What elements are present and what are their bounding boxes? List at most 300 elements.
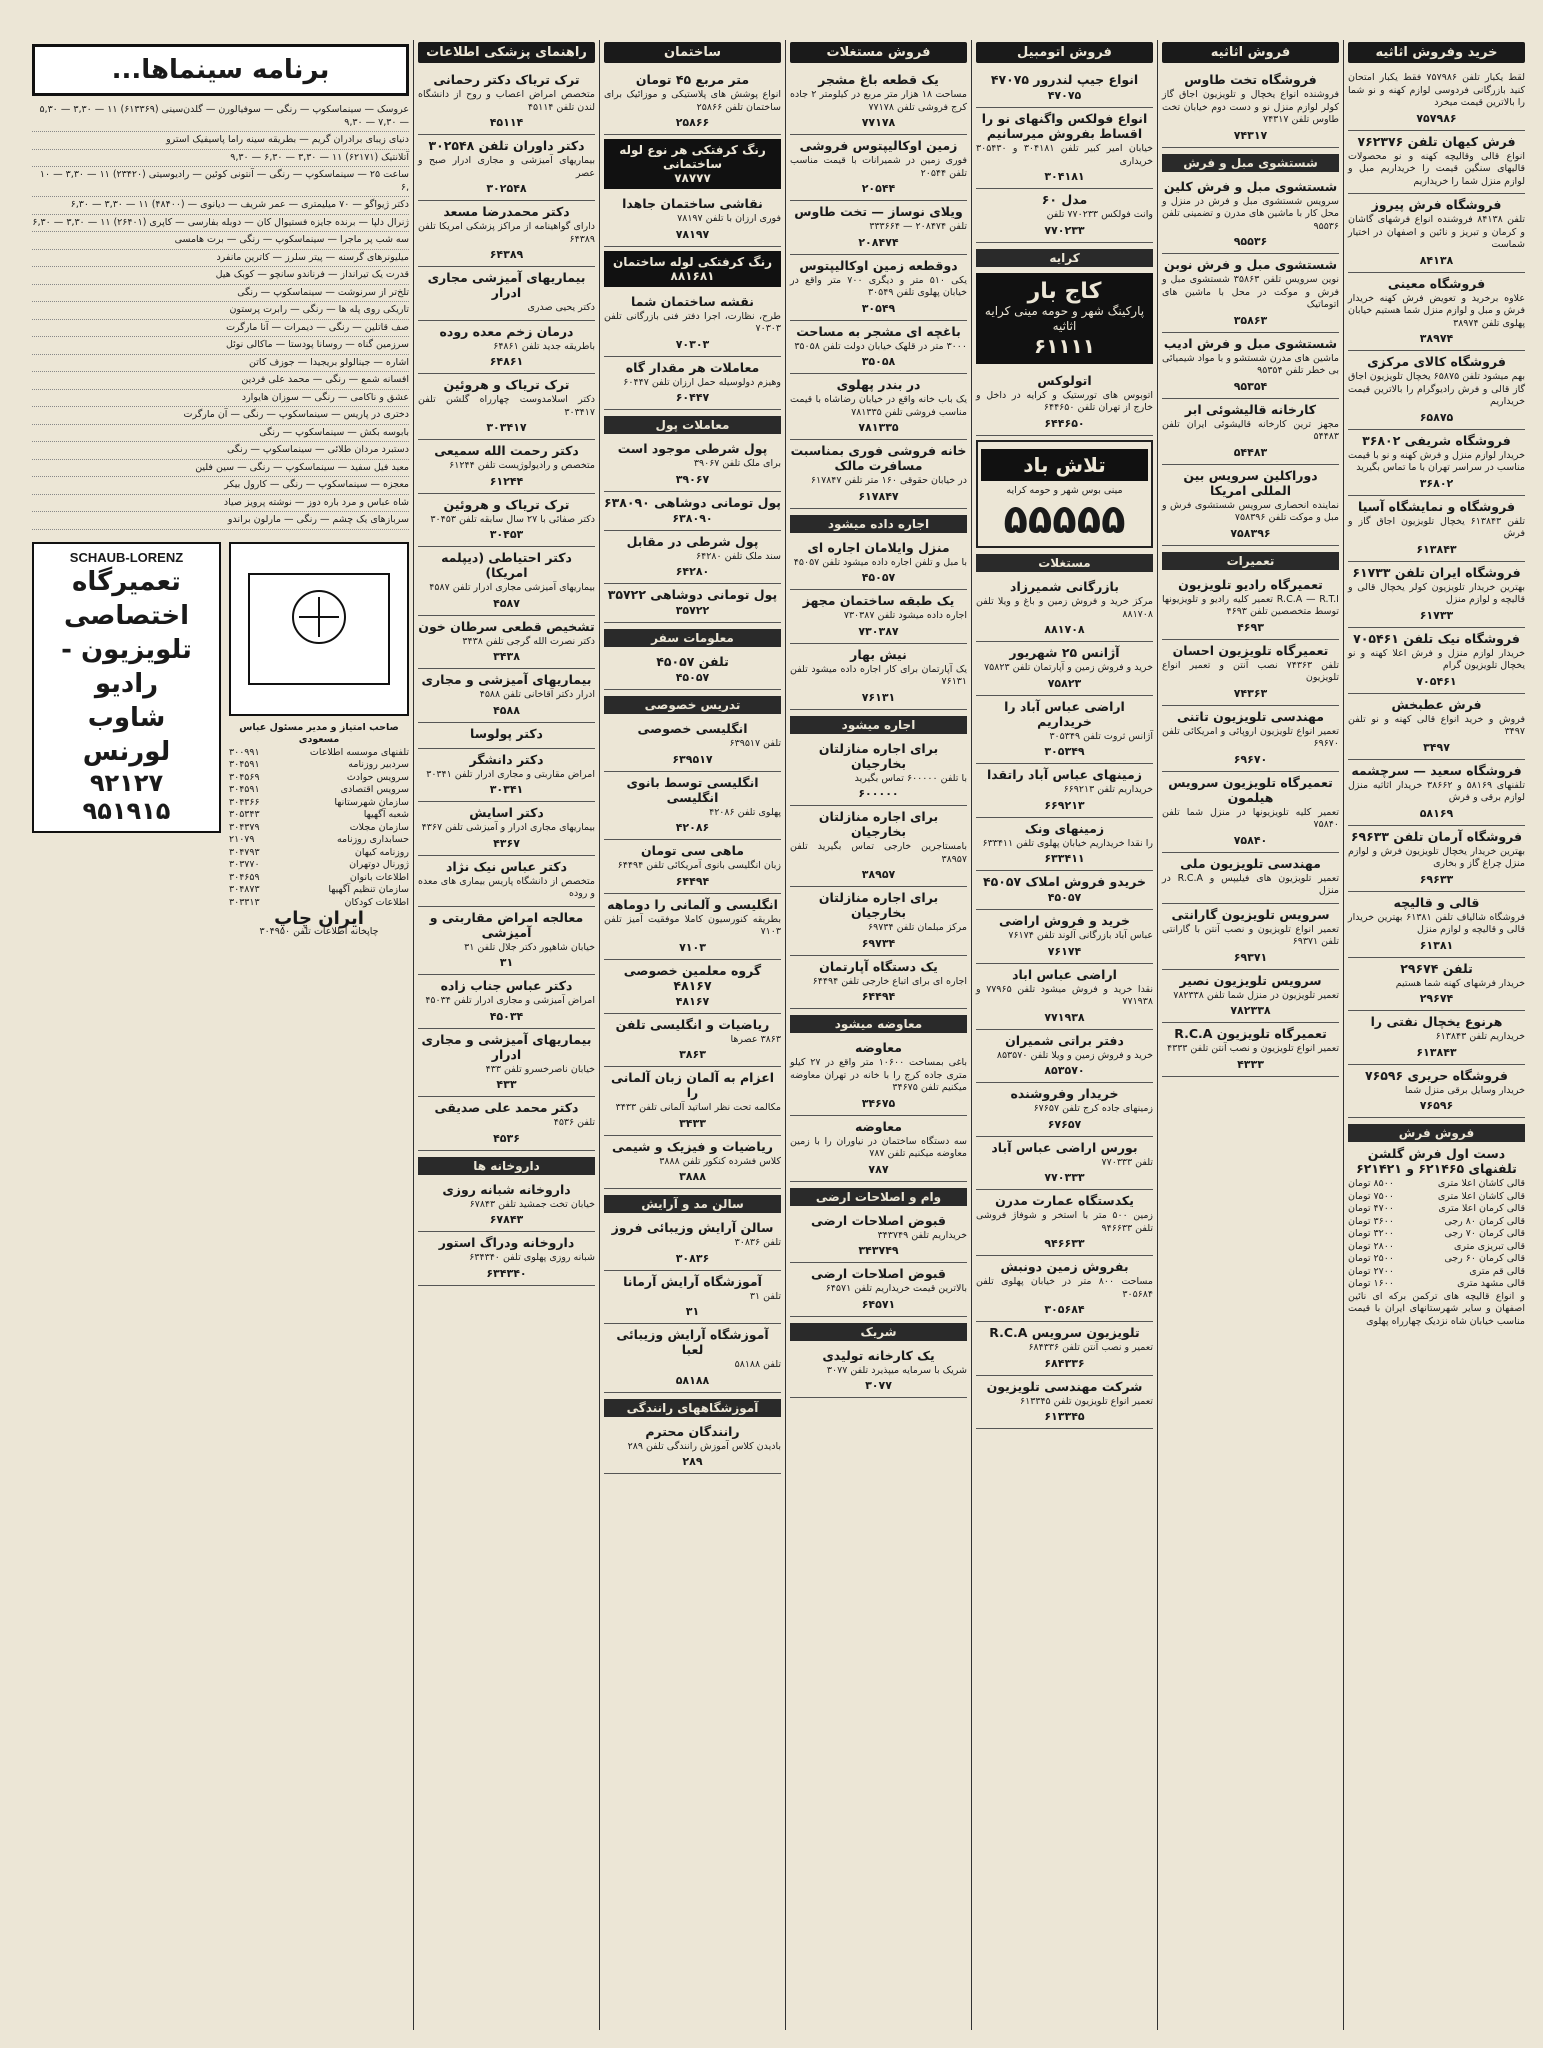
ad-body: تلفن ۶۱۳۸۴۳ یخچال تلویزیون اجاق گاز و فرش bbox=[1348, 515, 1525, 539]
ad-title: خرید و فروش اراضی bbox=[999, 913, 1130, 928]
price-item-name: قالی کرمان ۷۰ رجی bbox=[1444, 1228, 1525, 1239]
classified-ad bbox=[1348, 430, 1525, 496]
classified-ad bbox=[418, 321, 595, 375]
classified-ad bbox=[1348, 694, 1525, 760]
ad-list bbox=[790, 738, 967, 1010]
ad-body: سه دستگاه ساختمان در نیاوران را با زمین معاوضه میکنیم تلفن ۷۸۷ bbox=[790, 1135, 967, 1159]
classified-ad bbox=[418, 802, 595, 856]
ad-body: زمینهای جاده کرج تلفن ۶۷۶۵۷ bbox=[1033, 1103, 1153, 1114]
ad-title: دکتر دانشگر bbox=[469, 751, 544, 767]
price-row bbox=[1348, 1191, 1525, 1204]
cinema-listing: معجزه — سینماسکوپ — رنگی — کارول بیکر bbox=[32, 477, 409, 495]
price-row bbox=[1348, 1203, 1525, 1216]
ad-title: یک قطعه باغ مشجر bbox=[818, 72, 939, 87]
ad-title: تعمیرگاه تلویزیون سرویس هیلمون bbox=[1168, 774, 1333, 805]
ad-body: خیابان ناصرخسرو تلفن ۴۳۳ bbox=[485, 1063, 595, 1075]
ad-body: یک باب خانه واقع در خیابان رضاشاه با قیمت مناسب فروشی تلفن ۷۸۱۳۳۵ bbox=[790, 394, 967, 418]
cinema-listing: تاریکی روی پله ها — رنگی — رابرت پرستون bbox=[32, 302, 409, 320]
ad-body: ادرار دکتر آقاخانی تلفن ۴۵۸۸ bbox=[479, 689, 595, 700]
cinema-listing: دستبرد مردان طلائی — سینماسکوپ — رنگی bbox=[32, 442, 409, 460]
ad-title: معالجه امراض مقاربتی و آمیزشی bbox=[429, 909, 584, 940]
ad-body: خریدار فرشهای کهنه شما هستیم bbox=[1395, 977, 1525, 989]
ad-phone: ۶۵۸۷۵ bbox=[1419, 410, 1454, 424]
cinema-listing: شاه عباس و مرد باره دوز — نوشته پرویز صیاد bbox=[32, 495, 409, 513]
ad-phone: ۴۵۰۵۷ bbox=[1047, 891, 1082, 904]
ad-body: ۳۸۶۳ عصرها bbox=[730, 1033, 781, 1045]
ad-body: تلفن ۶۳۹۵۱۷ bbox=[729, 738, 781, 749]
ad-body: تلفنهای ۵۸۱۶۹ و ۳۸۶۶۲ خریدار اثاثیه منزل لوازم برقی و فرش bbox=[1348, 779, 1525, 803]
cinema-banner-title: برنامه سینماها... bbox=[111, 55, 330, 85]
ad-phone: ۷۶۵۹۶ bbox=[1419, 1099, 1454, 1112]
section-heading: شریک bbox=[790, 1323, 967, 1341]
ad-title: متر مربع ۴۵ تومان bbox=[635, 72, 750, 87]
ad-phone: ۶۶۹۲۱۳ bbox=[1044, 798, 1085, 812]
ad-body: زبان انگلیسی بانوی آمریکائی تلفن ۶۴۴۹۴ bbox=[617, 860, 781, 871]
ad-title: سالن آرایش وزیبائی فروز bbox=[611, 1220, 774, 1235]
staff-list bbox=[229, 722, 409, 939]
ad-title: فرش کیهان تلفن ۷۶۲۳۷۶ bbox=[1357, 133, 1516, 149]
ad-list bbox=[1348, 69, 1525, 1118]
column-heading: فروش اثاثیه bbox=[1162, 42, 1339, 63]
ad-phone: ۴۳۶۷ bbox=[493, 836, 520, 850]
ad-title: داروخانه شبانه روزی bbox=[442, 1181, 571, 1197]
ad-title: معاوضه bbox=[855, 1118, 902, 1134]
ad-phone: ۶۱۳۸۱ bbox=[1419, 938, 1454, 952]
ad-title: تلفن ۴۵۰۵۷ bbox=[656, 654, 729, 669]
classified-ad bbox=[1162, 1023, 1339, 1077]
ad-body: آژانس ثروت تلفن ۳۰۵۳۴۹ bbox=[1049, 730, 1153, 742]
ad-phone: ۳۰۷۷ bbox=[865, 1379, 892, 1392]
ad-title: تلویزیون سرویس R.C.A bbox=[989, 1325, 1140, 1340]
staff-row bbox=[229, 747, 409, 760]
ettelaat-logo bbox=[229, 542, 409, 716]
ad-phone: ۶۳۸۰۹۰ bbox=[672, 511, 713, 525]
ad-title: بازرگانی شمیرزاد bbox=[1010, 579, 1119, 594]
cinema-listing: سرزمین گناه — روسانا پودستا — ماکالی نوئل bbox=[32, 337, 409, 355]
column-car-sale bbox=[971, 40, 1157, 2030]
ad-phone: ۷۰۳۰۳ bbox=[675, 337, 710, 351]
kaj-bar-text: پارکینگ شهر و حومه مینی کرایه اثاثیه bbox=[984, 303, 1145, 333]
cinema-listing: دکتر ژیواگو — ۷۰ میلیمتری — عمر شریف — دیانوی — (۴۸۴۰۰) ۱۱ — ۳۰‚۳ — ۳۰‚۶ bbox=[32, 197, 409, 215]
ad-phone: ۳۰۵۴۹ bbox=[861, 301, 896, 315]
ad-body: خیابان امیر کبیر تلفن ۳۰۴۱۸۱ و ۳۰۵۴۳۰ خریداری bbox=[976, 143, 1153, 167]
column-real-estate bbox=[785, 40, 971, 2030]
ad-body: لقط یکبار تلفن ۷۵۷۹۸۶ فقط یکبار امتحان کنید بازرگانی فردوسی لوازم کهنه و نو شما را بالاترین قیمت میخرد bbox=[1348, 72, 1526, 108]
ad-list bbox=[790, 1345, 967, 1399]
ad-phone: ۶۹۷۳۴ bbox=[861, 936, 896, 950]
classified-ad bbox=[790, 321, 967, 375]
ad-phone: ۶۰۴۴۷ bbox=[675, 391, 710, 404]
ad-title: فروشگاه ایران تلفن ۶۱۷۳۳ bbox=[1352, 564, 1521, 580]
ad-phone: ۹۴۶۶۳۳ bbox=[1044, 1237, 1085, 1250]
ad-body: ۳۰۰۰ متر در قلهک خیابان دولت تلفن ۳۵۰۵۸ bbox=[794, 340, 967, 352]
ad-body: بیماریهای آمیزشی و مجاری ادرار صبح و عصر bbox=[418, 155, 595, 179]
classified-ad bbox=[1162, 69, 1339, 148]
classified-ad bbox=[418, 440, 595, 494]
ad-title: فروشگاه شریفی ۳۶۸۰۲ bbox=[1362, 432, 1511, 448]
classified-ad bbox=[1348, 194, 1525, 273]
price-item-name: قالی کرمان اعلا متری bbox=[1438, 1203, 1525, 1214]
ad-phone: ۴۸۱۶۷ bbox=[675, 994, 710, 1008]
staff-row bbox=[229, 847, 409, 860]
staff-name: شعبه آگهیها bbox=[363, 809, 409, 820]
classified-ad bbox=[976, 818, 1153, 872]
classified-ad bbox=[790, 374, 967, 440]
classified-ad bbox=[604, 357, 781, 411]
ad-body: خیابان تخت جمشید تلفن ۶۷۸۴۳ bbox=[469, 1198, 595, 1210]
ad-body: طرح، نظارت، اجرا دفتر فنی بازرگانی تلفن ۷۰۳۰۳ bbox=[604, 310, 781, 334]
classified-ad bbox=[1348, 1011, 1525, 1065]
price-row bbox=[1348, 1278, 1525, 1291]
ad-title: برای اجاره منازلتان بخارجیان bbox=[818, 890, 939, 920]
kaj-bar-tel: ۶۱۱۱۱ bbox=[1033, 333, 1096, 358]
column-heading: فروش مستغلات bbox=[790, 42, 967, 63]
classified-ad bbox=[604, 1067, 781, 1136]
ad-phone: ۳۸۶۳ bbox=[679, 1048, 706, 1061]
classified-ad bbox=[976, 642, 1153, 696]
column-buy-sell-furniture bbox=[1343, 40, 1529, 2030]
classified-ad bbox=[976, 1083, 1153, 1137]
ad-phone: ۶۷۸۴۳ bbox=[489, 1213, 524, 1226]
ad-title: دکتر پولوسا bbox=[470, 725, 543, 741]
ad-title: خانه فروشی فوری بمناسبت مسافرت مالک bbox=[790, 443, 967, 473]
ad-title: ریاضیات و فیزیک و شیمی bbox=[612, 1138, 773, 1154]
price-item-name: قالی مشهد متری bbox=[1457, 1278, 1525, 1289]
classified-ad bbox=[790, 1210, 967, 1264]
ad-title: انگلیسی خصوصی bbox=[637, 721, 748, 736]
cinema-listing: عشق و ناکامی — رنگی — سوزان هایوارد bbox=[32, 390, 409, 408]
ad-body: تعمیر انواع تلویزیون تلفن ۶۱۳۳۴۵ bbox=[1020, 1395, 1153, 1407]
classified-ad bbox=[418, 494, 595, 548]
ad-phone: ۳۴۶۷۵ bbox=[861, 1096, 896, 1110]
ad-title: فروشگاه حریری ۷۶۵۹۶ bbox=[1365, 1067, 1508, 1083]
ad-list bbox=[1162, 574, 1339, 1077]
ad-body: با تلفن ۶۰۰۰۰۰ تماس بگیرید bbox=[854, 772, 967, 784]
ad-phone: ۴۵۸۷ bbox=[493, 596, 520, 610]
ad-phone: ۳۱ bbox=[499, 956, 514, 969]
classified-ad bbox=[976, 696, 1153, 765]
staff-tel: ۲۱۰۷۹ bbox=[229, 834, 255, 845]
ad-body: بامستاجرین خارجی تماس بگیرید تلفن ۳۸۹۵۷ bbox=[790, 841, 967, 865]
ad-list bbox=[1162, 176, 1339, 546]
ad-title: سرویس تلویزیون نصیر bbox=[1179, 972, 1322, 988]
classified-ad bbox=[1348, 628, 1525, 694]
ad-phone: ۶۹۳۷۱ bbox=[1233, 950, 1268, 964]
ad-body: پهلوی تلفن ۴۲۰۸۶ bbox=[709, 806, 781, 818]
price-item-value: ۲۵۰۰ تومان bbox=[1348, 1253, 1394, 1264]
classified-ad bbox=[1348, 351, 1525, 430]
ad-body: اجاره ای برای اتباع خارجی تلفن ۶۴۴۹۴ bbox=[812, 975, 967, 987]
ad-phone: ۳۴۳۸ bbox=[493, 650, 520, 663]
ad-body: انواع پوشش های پلاستیکی و موزائیک برای ساختمان تلفن ۲۵۸۶۶ bbox=[604, 89, 781, 113]
pipe-ad-banner-2 bbox=[604, 251, 781, 287]
ad-title: دکتر رحمت الله سمیعی bbox=[434, 443, 579, 458]
classified-ad bbox=[604, 772, 781, 841]
cinema-list bbox=[32, 102, 409, 530]
ad-body: نماینده انحصاری سرویس شستشوی فرش و مبل و موکت تلفن ۷۵۸۳۹۶ bbox=[1162, 499, 1339, 523]
ad-phone: ۹۵۵۳۶ bbox=[1233, 235, 1268, 248]
price-item-name: قالی کاشان اعلا متری bbox=[1437, 1178, 1525, 1189]
staff-rows bbox=[229, 747, 409, 910]
ad-title: دوراکلین سرویس بین المللی امریکا bbox=[1183, 467, 1318, 498]
pipe-ad-tel: ۷۸۷۷۷ bbox=[674, 171, 711, 185]
ad-body: تلفن ۳۱ bbox=[749, 1290, 781, 1302]
ad-phone: ۳۸۹۵۷ bbox=[861, 868, 896, 881]
classified-ad bbox=[604, 492, 781, 531]
ad-phone: ۴۵۰۳۴ bbox=[489, 1009, 524, 1023]
classified-ad bbox=[418, 1232, 595, 1286]
ad-title: اتولوکس bbox=[1037, 372, 1092, 388]
ad-title: شستشوی مبل و فرش کلین bbox=[1163, 178, 1338, 194]
ad-phone: ۶۴۵۷۱ bbox=[861, 1297, 896, 1311]
ad-phone: ۳۴۳۳ bbox=[679, 1116, 706, 1130]
ad-body: دارای گواهینامه از مراکز پزشکی امریکا تلفن ۶۴۳۸۹ bbox=[418, 221, 595, 245]
ad-title: اراضی عباس آباد را خریداریم bbox=[1004, 698, 1125, 729]
ad-body: خریداریم تلفن ۳۴۳۷۴۹ bbox=[877, 1229, 967, 1241]
staff-tel: ۳۰۳۳۱۳ bbox=[229, 896, 260, 908]
ad-title: دکتر اسایش bbox=[469, 805, 544, 820]
classified-ad bbox=[790, 738, 967, 807]
section-heading: آموزشگاههای رانندگی bbox=[604, 1399, 781, 1417]
ad-body: فروش و خرید انواع قالی کهنه و نو تلفن ۳۴۹۷ bbox=[1348, 713, 1525, 737]
ad-phone: ۳۹۰۶۷ bbox=[675, 472, 710, 486]
classified-ad bbox=[418, 547, 595, 616]
price-row bbox=[1348, 1228, 1525, 1241]
ad-body: انواع قالی وقالیچه کهنه و نو محصولات قالیهای سنگین قیمت را خریداریم مبل و لوازم منزل شما را خریداریم bbox=[1348, 150, 1525, 187]
ad-body: تلفن ۷۴۳۶۳ نصب آنتن و تعمیر انواع تلویزیون bbox=[1162, 659, 1339, 683]
cinema-listing: سربازهای یک چشم — رنگی — مارلون براندو bbox=[32, 512, 409, 530]
schaub-area bbox=[32, 536, 221, 939]
classified-ad bbox=[790, 1037, 967, 1116]
ad-title: فروشگاه معینی bbox=[1387, 275, 1486, 291]
ad-title: پول تومانی دوشاهی ۳۵۷۲۲ bbox=[607, 587, 778, 602]
column-construction bbox=[599, 40, 785, 2030]
ad-body: ماشین های مدرن شستشو و با مواد شیمیائی بی خطر تلفن ۹۵۳۵۴ bbox=[1162, 352, 1339, 376]
ad-phone: ۶۸۴۳۳۶ bbox=[1044, 1356, 1085, 1370]
classified-ad bbox=[1162, 399, 1339, 465]
classified-ad bbox=[790, 69, 967, 135]
ad-phone: ۳۰۸۳۶ bbox=[675, 1251, 710, 1265]
masthead-area bbox=[229, 536, 409, 939]
ad-title: باغچه ای مشجر به مساحت bbox=[796, 323, 961, 339]
ad-phone: ۷۷۰۳۳۳ bbox=[1044, 1171, 1085, 1184]
schaub-lorenz-ad bbox=[32, 542, 221, 833]
price-row bbox=[1348, 1253, 1525, 1266]
classified-ad bbox=[790, 1345, 967, 1399]
ad-phone: ۵۸۱۸۸ bbox=[675, 1373, 710, 1387]
ad-phone: ۳۰۴۱۸۱ bbox=[1044, 170, 1085, 183]
ad-phone: ۷۷۰۲۳۳ bbox=[1044, 223, 1085, 237]
schaub-tel-2: ۹۵۱۹۱۵ bbox=[82, 796, 171, 825]
talash-bad-title: تلاش باد bbox=[981, 449, 1148, 481]
ad-title: فروشگاه فرش پیروز bbox=[1371, 197, 1502, 212]
section-heading: داروخانه ها bbox=[418, 1157, 595, 1175]
classified-ad bbox=[418, 69, 595, 135]
talash-bad-text: مینی بوس شهر و حومه کرایه bbox=[1006, 484, 1123, 496]
column-medical-guide bbox=[413, 40, 599, 2030]
staff-row bbox=[229, 822, 409, 835]
ad-title: ترک تریاک و هروئین bbox=[443, 496, 570, 512]
ad-body: دکتر اسلامدوست چهارراه گلشن تلفن ۳۰۳۴۱۷ bbox=[418, 394, 595, 418]
ad-list bbox=[604, 291, 781, 411]
column-cinema bbox=[28, 40, 413, 2030]
ad-body: را نقدا خریداریم خیابان پهلوی تلفن ۶۳۳۴۱۱ bbox=[982, 837, 1153, 849]
ad-phone: ۴۳۳ bbox=[496, 1078, 517, 1091]
pipe-ad-tel-2: ۸۸۱۶۸۱ bbox=[670, 268, 715, 283]
classified-ad bbox=[604, 1014, 781, 1068]
classified-ad bbox=[418, 201, 595, 267]
ad-phone: ۳۸۸۸ bbox=[679, 1170, 706, 1183]
ad-body: تعمیر تلویزیون های فیلیپس و R.C.A در منزل bbox=[1162, 872, 1339, 896]
price-item-name: قالی تبریزی متری bbox=[1454, 1240, 1525, 1252]
ad-list bbox=[976, 576, 1153, 1429]
staff-name: سازمان تنظیم آگهیها bbox=[328, 884, 409, 895]
classified-ad bbox=[418, 374, 595, 440]
ad-body: سند ملک تلفن ۶۴۲۸۰ bbox=[696, 550, 781, 562]
classified-ad bbox=[1162, 853, 1339, 904]
ad-title: فروشگاه تخت طاوس bbox=[1184, 72, 1317, 87]
classified-ad bbox=[604, 531, 781, 585]
section-heading: کرایه bbox=[976, 249, 1153, 267]
cinema-listing: معبد فیل سفید — سینماسکوپ — رنگی — سین فلین bbox=[32, 460, 409, 478]
classified-ad bbox=[790, 644, 967, 710]
ad-body: بهترین خریدار یخچال تلویزیون فرش و لوازم منزل چراغ گاز و بخاری bbox=[1348, 845, 1525, 869]
ad-phone: ۴۶۹۳ bbox=[1237, 620, 1264, 634]
ad-body: متخصص از دانشگاه پاریس بیماری های معده و روده bbox=[418, 875, 595, 899]
ad-list bbox=[604, 718, 781, 1189]
ad-title: درمان زخم معده روده bbox=[439, 323, 574, 339]
section-heading: تدریس خصوصی bbox=[604, 696, 781, 714]
ad-title: ویلای نوساز — تخت طاوس bbox=[794, 204, 963, 219]
cinema-listing: دنیای زیبای برادران گریم — بطریقه سینه راما پاسیفیک استرو bbox=[32, 132, 409, 150]
section-heading: سالن مد و آرایش bbox=[604, 1195, 781, 1213]
ad-list bbox=[604, 651, 781, 690]
ad-title: قالی و قالیچه bbox=[1393, 894, 1480, 910]
classified-ad bbox=[604, 438, 781, 492]
cinema-listing: صف قاتلین — رنگی — دیمرات — آنا مارگرت bbox=[32, 320, 409, 338]
ad-title: شرکت مهندسی تلویزیون bbox=[986, 1378, 1143, 1394]
ad-title: گروه معلمین خصوصی ۴۸۱۶۷ bbox=[623, 962, 762, 993]
classified-ad bbox=[418, 1097, 595, 1151]
classified-ad bbox=[604, 960, 781, 1014]
price-item-name: قالی کرمان ۶۰ رجی bbox=[1444, 1253, 1525, 1264]
ad-phone: ۲۰۵۴۴ bbox=[861, 182, 896, 195]
ad-phone: ۸۴۱۳۸ bbox=[1419, 253, 1454, 267]
column-heading: خرید وفروش اثاثیه bbox=[1348, 42, 1525, 63]
ad-body: شریک با سرمایه میپذیرد تلفن ۳۰۷۷ bbox=[826, 1364, 967, 1376]
ad-phone: ۴۵۳۶ bbox=[493, 1131, 520, 1145]
classified-ad bbox=[418, 616, 595, 670]
ad-body: کلاس فشرده کنکور تلفن ۳۸۸۸ bbox=[659, 1155, 781, 1167]
staff-row bbox=[229, 772, 409, 785]
classified-ad bbox=[1162, 465, 1339, 546]
ad-phone: ۷۴۳۶۳ bbox=[1233, 686, 1268, 700]
cinema-listing: تلخ‌تر از سرنوشت — سینماسکوپ — رنگی bbox=[32, 285, 409, 303]
classified-ad bbox=[418, 267, 595, 321]
cinema-banner bbox=[32, 44, 409, 96]
ad-title: پول تومانی دوشاهی ۶۳۸۰۹۰ bbox=[603, 494, 781, 510]
ad-list bbox=[790, 1037, 967, 1182]
ad-title: مهندسی تلویزیون ملی bbox=[1180, 855, 1321, 871]
ad-phone: ۴۲۰۸۶ bbox=[675, 821, 710, 834]
classified-ad bbox=[418, 1179, 595, 1233]
ad-phone: ۷۶۱۳۱ bbox=[861, 690, 896, 704]
classified-ad bbox=[604, 718, 781, 772]
ad-phone: ۶۳۹۵۱۷ bbox=[672, 752, 713, 766]
classified-ad bbox=[418, 1029, 595, 1098]
classified-ad bbox=[790, 255, 967, 321]
ad-body: فروشنده انواع یخچال و تلویزیون اجاق گاز کولر لوازم منزل نو و دست دوم خیابان تخت طاوس تلفن ۷۴۳۱۷ bbox=[1162, 89, 1339, 125]
classified-ad bbox=[1162, 904, 1339, 970]
ad-title: آژانس ۲۵ شهریور bbox=[1009, 645, 1120, 660]
ad-body: خرید و فروش زمین و ویلا تلفن ۸۵۳۵۷۰ bbox=[996, 1049, 1153, 1061]
price-row bbox=[1348, 1178, 1525, 1191]
ad-phone: ۷۷۱۹۳۸ bbox=[1044, 1010, 1085, 1024]
ad-phone: ۴۵۸۸ bbox=[493, 703, 520, 717]
ad-title: منزل وایلامان اجاره ای bbox=[807, 539, 950, 555]
ad-body: مجهز ترین کارخانه قالیشوئی ایران تلفن ۵۴۴۸۳ bbox=[1162, 418, 1339, 442]
ad-title: آموزشگاه آرایش آرمانا bbox=[623, 1273, 762, 1289]
section-heading: اجاره داده میشود bbox=[790, 515, 967, 533]
ad-phone: ۴۳۳۳ bbox=[1237, 1057, 1264, 1071]
classified-ad bbox=[418, 856, 595, 907]
ad-body: با مبل و تلفن اجاره داده میشود تلفن ۴۵۰۵۷ bbox=[793, 556, 967, 568]
ad-phone: ۶۳۴۳۴۰ bbox=[486, 1266, 527, 1280]
section-heading: مستغلات bbox=[976, 554, 1153, 572]
ad-phone: ۶۱۳۸۴۳ bbox=[1416, 1045, 1457, 1059]
ad-phone: ۶۴۲۸۰ bbox=[675, 565, 710, 578]
section-heading: معاملات پول bbox=[604, 416, 781, 434]
ad-body: اجاره داده میشود تلفن ۷۳۰۳۸۷ bbox=[843, 610, 967, 621]
schaub-subtitle: تلویزیون - رادیو bbox=[61, 634, 192, 699]
staff-row bbox=[229, 759, 409, 772]
cinema-listing: عروسک — سینماسکوپ — رنگی — سوفیالورن — گلدن‌سینی (۶۱۳۳۶۹) ۱۱ — ۳۰‚۳ — ۳۰‚۵ — ۳۰‚۷ — ۳۰‚۹ bbox=[32, 102, 409, 132]
print-note: چاپخانه اطلاعات تلفن ۳۰۴۹۵۰ bbox=[259, 925, 379, 937]
classified-ad bbox=[976, 871, 1153, 910]
staff-name: اطلاعات کودکان bbox=[344, 896, 409, 908]
classified-ad bbox=[1162, 574, 1339, 640]
classified-ad bbox=[604, 69, 781, 135]
ad-phone: ۲۹۶۷۴ bbox=[1419, 992, 1454, 1005]
ad-list bbox=[604, 1217, 781, 1393]
price-list bbox=[1348, 1178, 1525, 1291]
classified-ad bbox=[604, 1421, 781, 1475]
staff-row bbox=[229, 872, 409, 885]
ad-body: امراض آمیزشی و مجاری ادرار تلفن ۴۵۰۳۴ bbox=[425, 995, 595, 1006]
ad-list bbox=[604, 69, 781, 135]
cinema-listing: دختری در پاریس — سینماسکوپ — رنگی — آن مارگرت bbox=[32, 407, 409, 425]
ad-title: انگلیسی و آلمانی را دوماهه bbox=[607, 896, 778, 912]
ad-body: متخصص و رادیولوژیست تلفن ۶۱۲۴۴ bbox=[449, 460, 595, 471]
ad-title: دوقطعه زمین اوکالیپتوس bbox=[799, 257, 958, 273]
ad-body: تعمیر تلویزیون در منزل شما تلفن ۷۸۲۳۳۸ bbox=[1173, 989, 1339, 1001]
ad-body: خریدار وسایل برقی منزل شما bbox=[1404, 1084, 1525, 1096]
ad-body: شبانه روزی پهلوی تلفن ۶۳۴۳۴۰ bbox=[469, 1252, 595, 1263]
ad-title: بیماریهای آمیزشی مجاری ادرار bbox=[427, 270, 586, 300]
ad-body: تعمیر انواع تلویزیون و نصب آنتن با گارانتی تلفن ۶۹۳۷۱ bbox=[1162, 923, 1339, 947]
ad-phone: ۳۵۷۲۲ bbox=[675, 604, 710, 617]
ad-list bbox=[976, 370, 1153, 436]
staff-tel: ۳۰۴۵۹۱ bbox=[229, 759, 260, 770]
pipe-ad-title-2: رنگ کرفتکی لوله ساختمان bbox=[612, 254, 772, 269]
ad-phone: ۴۵۰۵۷ bbox=[675, 671, 710, 684]
ad-title: پول شرطی موجود است bbox=[617, 441, 768, 456]
classified-ad bbox=[976, 1322, 1153, 1376]
ad-body: علاوه برخرید و تعویض فرش کهنه خریدار فرش و مبل و لوازم منزل شما هستیم خیابان پهلوی تلفن ۳۸۹۷۴ bbox=[1348, 292, 1525, 329]
ad-title: یک دستگاه آپارتمان bbox=[819, 958, 938, 974]
ad-phone: ۷۵۸۳۹۶ bbox=[1230, 526, 1271, 540]
classified-ad bbox=[1348, 273, 1525, 352]
